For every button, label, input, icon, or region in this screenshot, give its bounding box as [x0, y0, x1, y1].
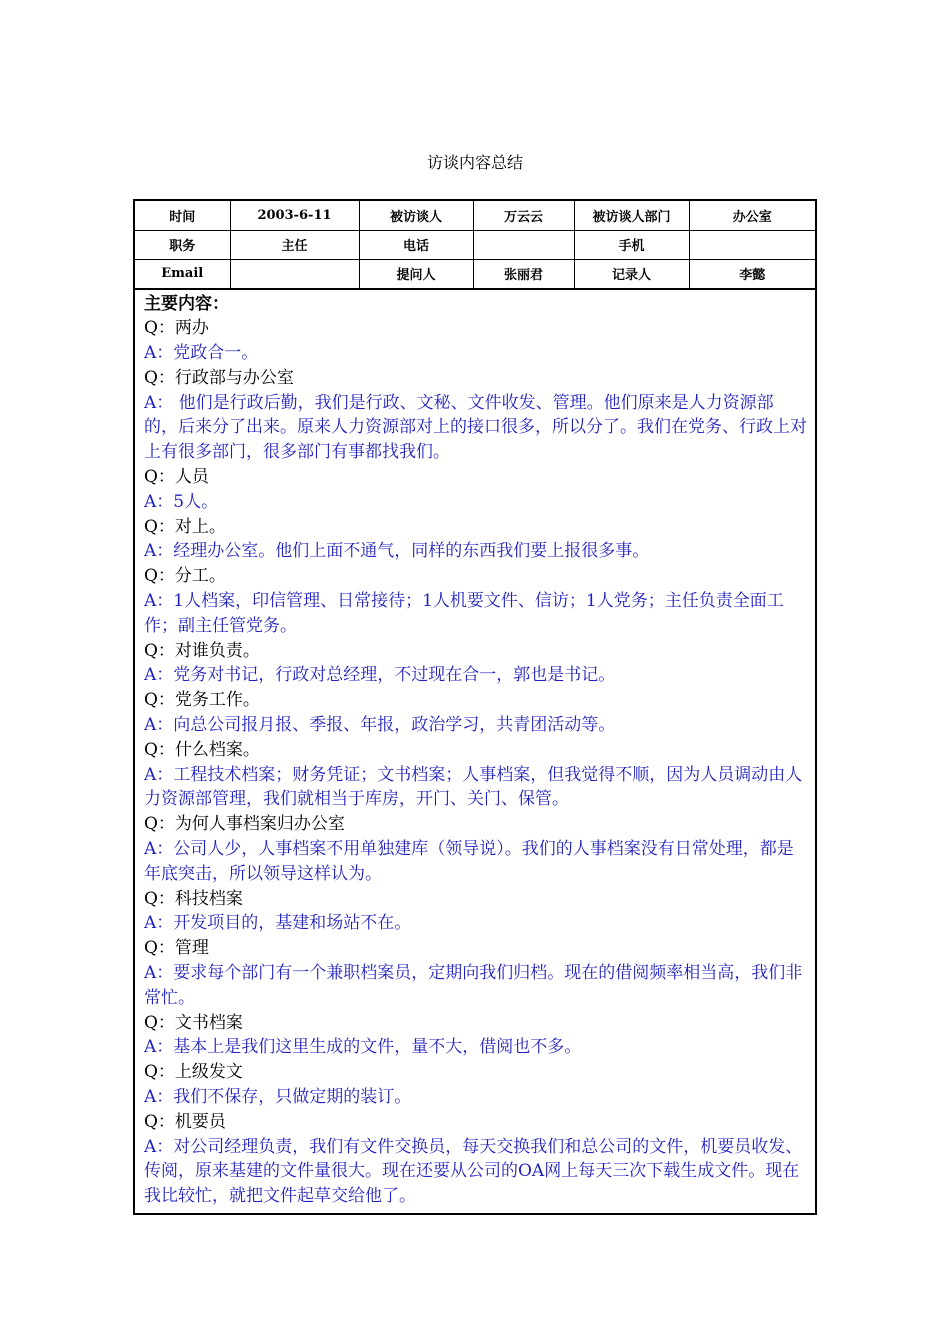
answer-line: A： 他们是行政后勤，我们是行政、文秘、文件收发、管理。他们原来是人力资源部的，后来分了出来。原来人力资源部对上的接口很多，所以分了。我们在党务、行政上对上有很多部门，很多部门有事都找我们。 [144, 392, 807, 463]
question-line: Q：对谁负责。 [144, 640, 260, 661]
question-line: Q：文书档案 [144, 1012, 243, 1033]
answer-line: A：经理办公室。他们上面不通气，同样的东西我们要上报很多事。 [144, 541, 650, 562]
main-content [135, 289, 815, 1213]
interview-sheet [133, 199, 817, 1215]
answer-line: A：党政合一。 [144, 343, 259, 364]
answer-line: A：要求每个部门有一个兼职档案员，定期向我们归档。现在的借阅频率相当高，我们非常忙。 [144, 963, 803, 1008]
mobile-value [689, 230, 815, 259]
answer-line: A：工程技术档案；财务凭证；文书档案；人事档案，但我觉得不顺，因为人员调动由人力资源部管理，我们就相当于库房，开门、关门、保管。 [144, 764, 803, 810]
answer-line: A：我们不保存，只做定期的装订。 [144, 1087, 412, 1107]
question-line: Q：机要员 [144, 1111, 226, 1132]
position-label: 职务 [135, 230, 230, 259]
interviewee-label: 被访谈人 [359, 201, 473, 230]
questioner-value: 张丽君 [473, 259, 574, 288]
info-row-1 [135, 201, 815, 230]
phone-value [473, 230, 574, 259]
answer-line: A：对公司经理负责，我们有文件交换员，每天交换我们和总公司的文件，机要员收发、传阅，原来基建的文件量很大。现在还要从公司的OA网上每天三次下载生成文件。现在我比较忙，就把文件起草交给他了。 [144, 1136, 803, 1207]
qa-list [144, 316, 807, 1209]
question-line: Q：什么档案。 [144, 739, 260, 760]
position-value: 主任 [230, 230, 359, 259]
answer-line: A：向总公司报月报、季报、年报，政治学习，共青团活动等。 [144, 715, 616, 736]
recorder-value: 李懿 [689, 259, 815, 288]
question-line: Q：管理 [144, 938, 209, 959]
question-line: Q：党务工作。 [144, 690, 260, 711]
question-line: Q：为何人事档案归办公室 [144, 814, 345, 835]
info-row-2 [135, 230, 815, 259]
answer-line: A：党务对书记，行政对总经理，不过现在合一，郭也是书记。 [144, 665, 616, 686]
page-title: 访谈内容总结 [426, 153, 523, 172]
time-value: 2003-6-11 [230, 201, 359, 230]
phone-label: 电话 [359, 230, 473, 259]
answer-line: A：公司人少，人事档案不用单独建库（领导说）。我们的人事档案没有日常处理，都是年底突击，所以领导这样认为。 [144, 839, 794, 884]
content-heading: 主要内容： [144, 293, 229, 314]
department-label: 被访谈人部门 [574, 201, 689, 230]
question-line: Q：科技档案 [144, 888, 243, 909]
info-row-3 [135, 259, 815, 288]
interviewee-value: 万云云 [473, 201, 574, 230]
question-line: Q：两办 [144, 318, 209, 339]
questioner-label: 提问人 [359, 259, 473, 288]
info-table [135, 201, 815, 289]
email-value [230, 259, 359, 288]
department-value: 办公室 [689, 201, 815, 230]
question-line: Q：对上。 [144, 516, 226, 537]
answer-line: A：开发项目的，基建和场站不在。 [144, 913, 412, 934]
question-line: Q：人员 [144, 467, 209, 488]
mobile-label: 手机 [574, 230, 689, 259]
answer-line: A：5人。 [144, 491, 219, 512]
answer-line: A：基本上是我们这里生成的文件，量不大，借阅也不多。 [144, 1037, 582, 1058]
email-label: Email [135, 259, 230, 288]
time-label: 时间 [135, 201, 230, 230]
recorder-label: 记录人 [574, 259, 689, 288]
question-line: Q：分工。 [144, 566, 226, 587]
question-line: Q：行政部与办公室 [144, 367, 294, 388]
answer-line: A：1人档案，印信管理、日常接待；1人机要文件、信访；1人党务；主任负责全面工作；副主任管党务。 [144, 591, 784, 636]
question-line: Q：上级发文 [144, 1062, 243, 1083]
